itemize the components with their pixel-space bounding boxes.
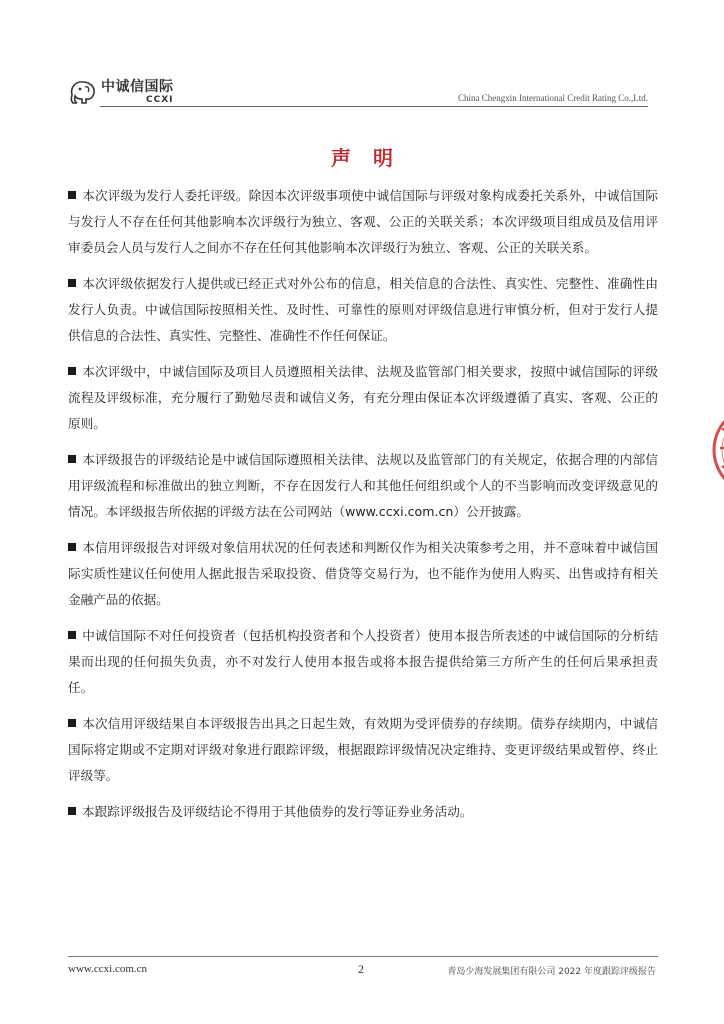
statement-item (68, 271, 658, 349)
statement-item (68, 447, 658, 525)
header-divider (100, 106, 648, 107)
logo-chinese-text: 中诚信国际 (101, 78, 174, 95)
statement-text: 本次信用评级结果自本评级报告出具之日起生效，有效期为受评债券的存续期。债券存续期内，中诚信国际将定期或不定期对评级对象进行跟踪评级，根据跟踪评级情况决定维持、变更评级结果或暂停、终止评级等。 (68, 716, 658, 783)
square-bullet-icon (68, 631, 76, 639)
footer-divider (68, 956, 658, 957)
ccxi-logo (68, 76, 174, 108)
square-bullet-icon (68, 543, 76, 551)
footer-report-title: 青岛少海发展集团有限公司 2022 年度跟踪评级报告 (447, 967, 656, 977)
square-bullet-icon (68, 191, 76, 199)
statement-item (68, 799, 658, 825)
statement-text: 本次评级中，中诚信国际及项目人员遵照相关法律、法规及监管部门相关要求，按照中诚信国际的评级流程及评级标准，充分履行了勤勉尽责和诚信义务，有充分理由保证本次评级遵循了真实、客观、公正的原则。 (68, 364, 658, 431)
statement-text: 本次评级为发行人委托评级。除因本次评级事项使中诚信国际与评级对象构成委托关系外，中诚信国际与发行人不存在任何其他影响本次评级行为独立、客观、公正的关联关系；本次评级项目组成员及信用评审委员会人员与发行人之间亦不存在任何其他影响本次评级行为独立、客观、公正的关联关系。 (68, 188, 658, 255)
statement-item (68, 711, 658, 789)
statement-list (68, 183, 658, 835)
page-title: 声明 (331, 146, 415, 170)
statement-item (68, 535, 658, 613)
square-bullet-icon (68, 455, 76, 463)
statement-text: 本评级报告的评级结论是中诚信国际遵照相关法律、法规以及监管部门的有关规定，依据合理的内部信用评级流程和标准做出的独立判断，不存在因发行人和其他任何组织或个人的不当影响而改变评级意见的情况。本评级报告所依据的评级方法在公司网站（www.ccxi.com.cn）公开披露。 (68, 452, 658, 519)
page-header (68, 76, 648, 108)
square-bullet-icon (68, 367, 76, 375)
square-bullet-icon (68, 719, 76, 727)
elephant-logo-icon (68, 79, 98, 105)
statement-text: 本信用评级报告对评级对象信用状况的任何表述和判断仅作为相关决策参考之用，并不意味着中诚信国际实质性建议任何使用人据此报告采取投资、借贷等交易行为，也不能作为使用人购买、出售或持有相关金融产品的依据。 (68, 540, 658, 607)
statement-text: 中诚信国际不对任何投资者（包括机构投资者和个人投资者）使用本报告所表述的中诚信国际的分析结果而出现的任何损失负责，亦不对发行人使用本报告或将本报告提供给第三方所产生的任何后果承担责任。 (68, 628, 658, 695)
statement-text: 本跟踪评级报告及评级结论不得用于其他债券的发行等证券业务活动。 (82, 804, 473, 819)
statement-item (68, 623, 658, 701)
company-seal-stamp (708, 400, 724, 500)
company-english-name: China Chengxin International Credit Rating Co.,Ltd. (458, 93, 648, 103)
footer-website: www.ccxi.com.cn (68, 963, 148, 975)
square-bullet-icon (68, 279, 76, 287)
square-bullet-icon (68, 807, 76, 815)
page-number: 2 (358, 962, 364, 976)
logo-english-text: CCXI (146, 94, 174, 105)
statement-text: 本次评级依据发行人提供或已经正式对外公布的信息，相关信息的合法性、真实性、完整性、准确性由发行人负责。中诚信国际按照相关性、及时性、可靠性的原则对评级信息进行审慎分析，但对于发行人提供信息的合法性、真实性、完整性、准确性不作任何保证。 (68, 276, 658, 343)
statement-item (68, 183, 658, 261)
statement-item (68, 359, 658, 437)
